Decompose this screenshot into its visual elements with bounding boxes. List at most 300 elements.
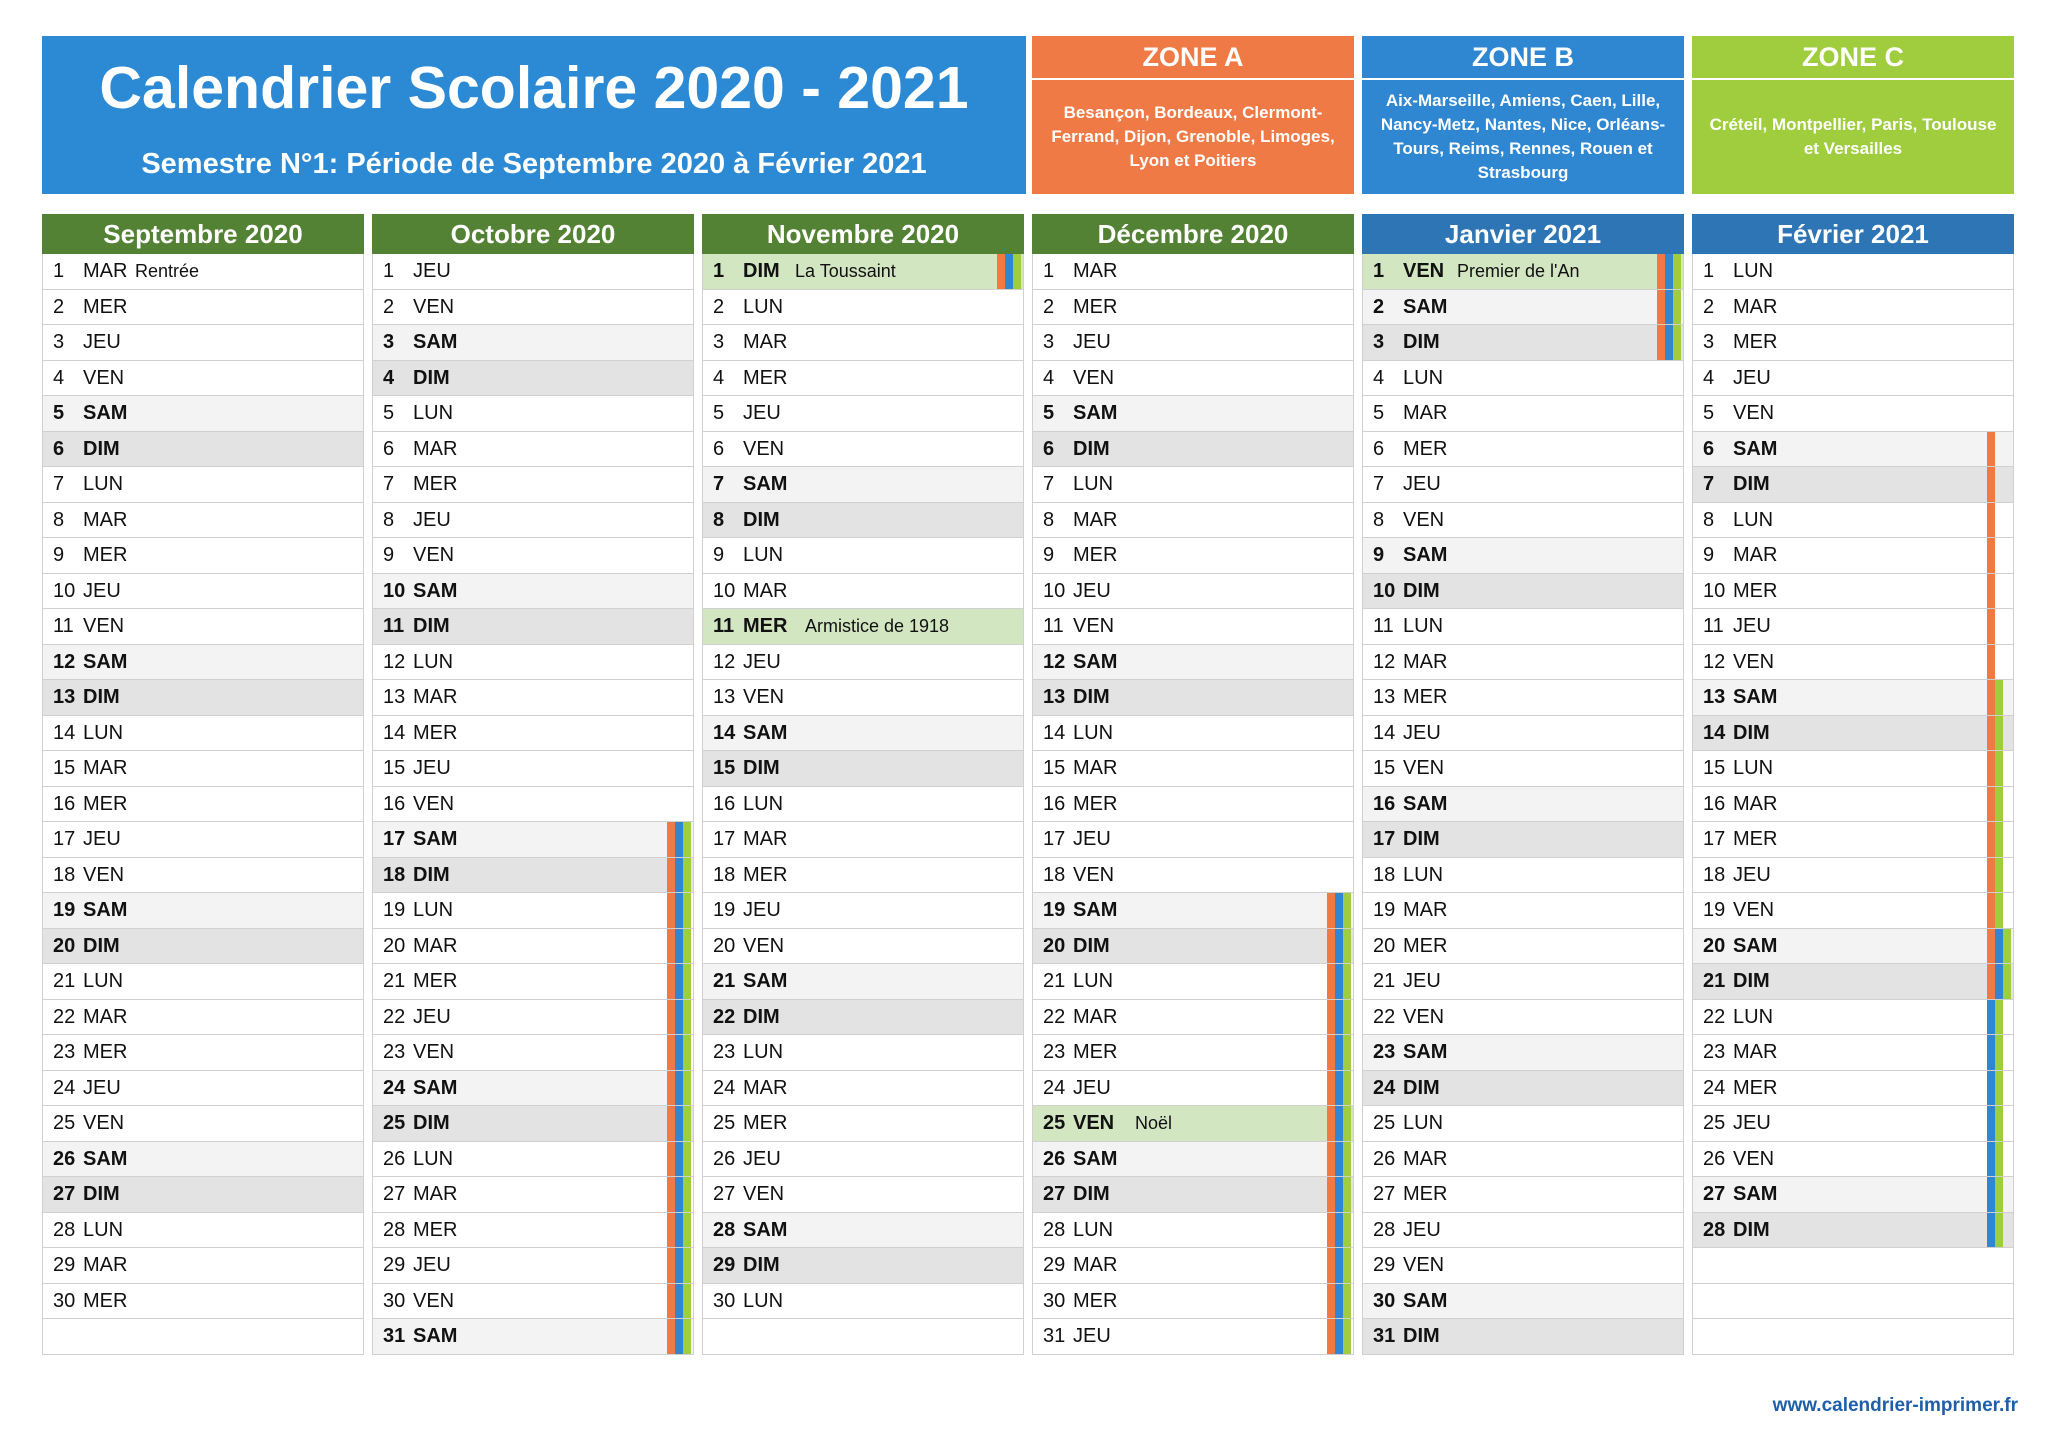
- day-weekday: LUN: [1403, 863, 1444, 886]
- zone-b-bar: [1987, 1000, 1995, 1035]
- day-weekday: MAR: [83, 757, 128, 779]
- day-weekday: MAR: [83, 1254, 128, 1276]
- day-number: 15: [1043, 757, 1066, 779]
- day-number: 5: [383, 402, 395, 424]
- day-number: 24: [53, 1076, 76, 1099]
- day-row: [1032, 503, 1354, 539]
- day-number: 17: [53, 828, 76, 850]
- day-number: 9: [713, 544, 725, 566]
- day-row: [1362, 361, 1684, 397]
- zone-c-bar: [1343, 929, 1351, 964]
- day-row: [372, 1106, 694, 1142]
- day-number: 25: [713, 1112, 736, 1134]
- day-weekday: DIM: [83, 437, 120, 460]
- day-number: 28: [1373, 1218, 1396, 1241]
- day-number: 11: [1703, 615, 1724, 637]
- day-weekday: DIM: [83, 1183, 120, 1205]
- zone-b-bar: [675, 1213, 683, 1248]
- day-number: 1: [713, 260, 725, 282]
- day-weekday: MAR: [413, 686, 458, 708]
- day-row: [1692, 396, 2014, 432]
- zone-c-bar: [683, 1248, 691, 1283]
- day-weekday: DIM: [743, 260, 780, 282]
- holiday-zone-bars: [667, 1213, 691, 1248]
- holiday-zone-bars: [667, 1106, 691, 1141]
- day-weekday: SAM: [1073, 402, 1118, 424]
- zone-a-bar: [1987, 609, 1995, 644]
- day-row: [1032, 1142, 1354, 1178]
- day-number: 2: [713, 295, 725, 318]
- zone-a-bar: [1657, 325, 1665, 360]
- day-weekday: SAM: [1073, 899, 1118, 921]
- day-weekday: DIM: [83, 934, 120, 957]
- zone-b-bar: [1987, 1035, 1995, 1070]
- day-number: 31: [1043, 1325, 1066, 1347]
- holiday-zone-bars: [1327, 893, 1351, 928]
- zone-c-bar: [683, 822, 691, 857]
- day-weekday: LUN: [743, 1289, 784, 1312]
- zone-a-bar: [1657, 290, 1665, 325]
- zone-c-bar: [1343, 1142, 1351, 1177]
- zone-b-bar: [675, 929, 683, 964]
- day-number: 4: [1043, 366, 1055, 389]
- day-row: [702, 396, 1024, 432]
- day-weekday: DIM: [1733, 970, 1770, 992]
- day-row: [1362, 1106, 1684, 1142]
- day-number: 27: [383, 1183, 406, 1205]
- day-weekday: SAM: [413, 579, 458, 602]
- day-weekday: VEN: [1073, 366, 1115, 389]
- day-weekday: SAM: [743, 473, 788, 495]
- day-row: [1362, 680, 1684, 716]
- holiday-zone-bars: [1327, 1071, 1351, 1106]
- holiday-zone-bars: [1987, 1000, 2003, 1035]
- day-row: [1692, 1035, 2014, 1071]
- zone-b-bar: [675, 1248, 683, 1283]
- zone-c-bar: [1673, 254, 1681, 289]
- day-number: 24: [713, 1076, 736, 1099]
- day-weekday: MER: [1733, 331, 1778, 353]
- day-row: [1692, 1071, 2014, 1107]
- zone-b-bar: [1005, 254, 1013, 289]
- day-number: 19: [713, 899, 736, 921]
- day-number: 28: [53, 1218, 76, 1241]
- day-number: 14: [713, 721, 736, 744]
- day-row: [1032, 1035, 1354, 1071]
- zone-a-bar: [1987, 680, 1995, 715]
- zone-b-bar: [675, 1284, 683, 1319]
- day-row: [1692, 822, 2014, 858]
- day-number: 2: [1043, 295, 1055, 318]
- day-number: 19: [1043, 899, 1066, 921]
- day-weekday: LUN: [413, 899, 454, 921]
- day-weekday: DIM: [1733, 1218, 1770, 1241]
- month-column: [702, 214, 1024, 1355]
- day-row: [372, 574, 694, 610]
- day-event: Premier de l'An: [1457, 261, 1580, 281]
- holiday-zone-bars: [1987, 964, 2011, 999]
- day-weekday: MAR: [743, 579, 788, 602]
- day-weekday: JEU: [743, 1147, 781, 1170]
- day-weekday: SAM: [83, 899, 128, 921]
- day-number: 14: [383, 721, 406, 744]
- day-row: [1362, 1284, 1684, 1320]
- day-number: 28: [713, 1218, 736, 1241]
- day-number: 22: [53, 1005, 76, 1028]
- day-number: 21: [1703, 970, 1726, 992]
- zone-c-bar: [1995, 893, 2003, 928]
- day-row: [1362, 432, 1684, 468]
- day-row: [702, 964, 1024, 1000]
- day-number: 6: [53, 437, 65, 460]
- day-number: 20: [713, 934, 736, 957]
- day-number: 3: [383, 331, 395, 353]
- day-row: [372, 822, 694, 858]
- day-row: [1362, 1177, 1684, 1213]
- day-row: [1032, 893, 1354, 929]
- day-number: 22: [383, 1005, 406, 1028]
- day-weekday: VEN: [413, 544, 455, 566]
- day-number: 22: [713, 1005, 736, 1028]
- day-number: 26: [383, 1147, 406, 1170]
- day-number: 3: [713, 331, 725, 353]
- day-number: 22: [1703, 1005, 1726, 1028]
- zone-c-bar: [2003, 964, 2011, 999]
- day-row: [1032, 751, 1354, 787]
- day-weekday: MER: [83, 295, 128, 318]
- day-number: 26: [713, 1147, 736, 1170]
- zone-b-bar: [675, 1000, 683, 1035]
- day-weekday: JEU: [83, 1076, 121, 1099]
- holiday-zone-bars: [1987, 538, 1995, 573]
- zone-b-bar: [675, 858, 683, 893]
- zone-c-bar: [1343, 1071, 1351, 1106]
- day-weekday: LUN: [1073, 721, 1114, 744]
- day-weekday: JEU: [413, 757, 451, 779]
- day-row: [1362, 1319, 1684, 1355]
- day-number: 8: [1373, 508, 1385, 531]
- day-row: [1032, 1000, 1354, 1036]
- day-row: [42, 822, 364, 858]
- day-weekday: MER: [743, 366, 788, 389]
- day-number: 30: [53, 1289, 76, 1312]
- day-row: [1362, 1248, 1684, 1284]
- day-number: 24: [1373, 1076, 1396, 1099]
- day-row: [702, 787, 1024, 823]
- holiday-zone-bars: [1987, 1213, 2003, 1248]
- day-number: 17: [1703, 828, 1726, 850]
- day-weekday: LUN: [1733, 508, 1774, 531]
- zone-b-bar: [1335, 1248, 1343, 1283]
- zone-c-bar: [1995, 680, 2003, 715]
- day-number: 9: [53, 544, 65, 566]
- day-number: 23: [713, 1041, 736, 1063]
- holiday-zone-bars: [1987, 503, 1995, 538]
- day-row: [42, 503, 364, 539]
- day-row: [702, 858, 1024, 894]
- day-number: 23: [1373, 1041, 1396, 1063]
- day-weekday: MER: [1403, 934, 1448, 957]
- day-weekday: VEN: [743, 934, 785, 957]
- day-weekday: MAR: [83, 260, 128, 282]
- day-weekday: JEU: [413, 508, 451, 531]
- day-number: 10: [1373, 579, 1396, 602]
- day-row: [702, 432, 1024, 468]
- zone-c-bar: [683, 858, 691, 893]
- day-number: 15: [53, 757, 76, 779]
- day-weekday: JEU: [1073, 579, 1111, 602]
- day-number: 12: [713, 650, 736, 673]
- day-weekday: LUN: [1733, 260, 1774, 282]
- day-weekday: LUN: [1073, 1218, 1114, 1241]
- zone-b-bar: [1335, 1000, 1343, 1035]
- day-row: [1362, 1035, 1684, 1071]
- day-number: 12: [1043, 650, 1066, 673]
- day-weekday: JEU: [1733, 615, 1771, 637]
- day-row: [1032, 1319, 1354, 1355]
- day-number: 6: [383, 437, 395, 460]
- day-weekday: LUN: [83, 721, 124, 744]
- day-row: [372, 290, 694, 326]
- zone-c-bar: [1343, 964, 1351, 999]
- holiday-zone-bars: [1327, 1284, 1351, 1319]
- day-row: [1032, 574, 1354, 610]
- day-row: [42, 929, 364, 965]
- zone-c-bar: [1343, 1319, 1351, 1354]
- day-row: [1692, 1177, 2014, 1213]
- day-number: 7: [1373, 473, 1385, 495]
- day-row: [1362, 964, 1684, 1000]
- day-row: [1692, 1000, 2014, 1036]
- day-row: [1692, 467, 2014, 503]
- page-subtitle: Semestre N°1: Période de Septembre 2020 à Février 2021: [141, 148, 927, 180]
- zone-c-bar: [1995, 1000, 2003, 1035]
- day-number: 30: [713, 1289, 736, 1312]
- zone-c-bar: [1343, 1248, 1351, 1283]
- day-number: 30: [1373, 1289, 1396, 1312]
- day-row: [1032, 361, 1354, 397]
- zone-b-title: ZONE B: [1362, 36, 1684, 80]
- zone-b-bar: [1335, 1284, 1343, 1319]
- holiday-zone-bars: [667, 1284, 691, 1319]
- zone-a-cities: Besançon, Bordeaux, Clermont-Ferrand, Dijon, Grenoble, Limoges, Lyon et Poitiers: [1051, 103, 1335, 170]
- day-number: 12: [1703, 650, 1726, 673]
- day-weekday: LUN: [743, 544, 784, 566]
- day-weekday: JEU: [1073, 1076, 1111, 1099]
- holiday-zone-bars: [1987, 1035, 2003, 1070]
- day-row: [702, 893, 1024, 929]
- day-number: 3: [1373, 331, 1385, 353]
- day-row: [702, 1177, 1024, 1213]
- day-number: 14: [1373, 721, 1396, 744]
- day-number: 10: [1703, 579, 1726, 602]
- day-number: 13: [383, 686, 406, 708]
- day-number: 8: [53, 508, 65, 531]
- day-row: [42, 1035, 364, 1071]
- holiday-zone-bars: [1327, 1000, 1351, 1035]
- zone-a-box: [1032, 36, 1354, 194]
- day-weekday: SAM: [83, 402, 128, 424]
- day-row: [1692, 1142, 2014, 1178]
- holiday-zone-bars: [1987, 929, 2011, 964]
- zone-c-title: ZONE C: [1692, 36, 2014, 80]
- day-weekday: DIM: [743, 508, 780, 531]
- day-number: 2: [1703, 295, 1715, 318]
- day-weekday: MAR: [1073, 757, 1118, 779]
- day-weekday: MER: [83, 1289, 128, 1312]
- zone-c-bar: [683, 1213, 691, 1248]
- footer-url[interactable]: www.calendrier-imprimer.fr: [1772, 1395, 2018, 1416]
- day-weekday: SAM: [1403, 295, 1448, 318]
- day-number: 20: [53, 934, 76, 957]
- day-weekday: SAM: [1073, 650, 1118, 673]
- zone-b-bar: [1987, 1071, 1995, 1106]
- holiday-zone-bars: [667, 858, 691, 893]
- holiday-zone-bars: [1327, 929, 1351, 964]
- zone-c-bar: [683, 1106, 691, 1141]
- day-row: [702, 1106, 1024, 1142]
- day-weekday: MER: [83, 1041, 128, 1063]
- day-number: 12: [53, 650, 76, 673]
- day-number: 25: [1703, 1112, 1726, 1134]
- day-number: 1: [53, 260, 65, 282]
- day-row: [702, 1035, 1024, 1071]
- day-row: [702, 361, 1024, 397]
- day-row: [1692, 1213, 2014, 1249]
- day-weekday: JEU: [1403, 721, 1441, 744]
- day-number: 19: [1703, 899, 1726, 921]
- day-row: [1032, 538, 1354, 574]
- day-weekday: JEU: [413, 1254, 451, 1276]
- holiday-zone-bars: [1327, 1035, 1351, 1070]
- day-weekday: VEN: [1403, 260, 1445, 282]
- day-number: 11: [713, 615, 735, 637]
- day-number: 4: [383, 366, 395, 389]
- zone-a-bar: [1987, 645, 1995, 680]
- day-weekday: VEN: [83, 1112, 125, 1134]
- zone-c-bar: [1995, 716, 2003, 751]
- day-number: 26: [1043, 1147, 1066, 1170]
- zone-b-bar: [1335, 1213, 1343, 1248]
- holiday-zone-bars: [1987, 1106, 2003, 1141]
- day-number: 23: [383, 1041, 406, 1063]
- day-row: [1032, 1248, 1354, 1284]
- zone-b-cities: Aix-Marseille, Amiens, Caen, Lille, Nancy-Metz, Nantes, Nice, Orléans-Tours, Reims, Rennes, Rouen et Strasbourg: [1380, 91, 1666, 182]
- day-row: [1362, 325, 1684, 361]
- day-number: 21: [1043, 970, 1066, 992]
- zone-c-bar: [2003, 929, 2011, 964]
- zone-c-bar: [1343, 893, 1351, 928]
- day-number: 23: [1703, 1041, 1726, 1063]
- day-number: 20: [383, 934, 406, 957]
- zone-b-bar: [1995, 929, 2003, 964]
- zone-b-bar: [1987, 1213, 1995, 1248]
- holiday-zone-bars: [1987, 680, 2003, 715]
- holiday-zone-bars: [997, 254, 1021, 289]
- day-weekday: DIM: [1733, 473, 1770, 495]
- day-weekday: JEU: [743, 650, 781, 673]
- day-number: 5: [53, 402, 65, 424]
- day-weekday: SAM: [413, 1076, 458, 1099]
- day-row: [42, 396, 364, 432]
- day-number: 4: [713, 366, 725, 389]
- day-number: 14: [53, 721, 76, 744]
- zone-c-bar: [683, 1319, 691, 1354]
- day-number: 2: [1373, 295, 1385, 318]
- zone-b-bar: [675, 1106, 683, 1141]
- day-number: 18: [383, 863, 406, 886]
- day-weekday: DIM: [1073, 686, 1110, 708]
- zone-a-bar: [667, 1319, 675, 1354]
- day-number: 18: [1373, 863, 1396, 886]
- zone-a-title: ZONE A: [1032, 36, 1354, 80]
- day-weekday: DIM: [1733, 721, 1770, 744]
- day-weekday: VEN: [1403, 1254, 1445, 1276]
- day-row: [372, 1071, 694, 1107]
- day-weekday: JEU: [1733, 1112, 1771, 1134]
- day-weekday: MER: [1403, 1183, 1448, 1205]
- zone-b-bar: [1987, 1106, 1995, 1141]
- day-number: 6: [713, 437, 725, 460]
- day-row: [1362, 1142, 1684, 1178]
- day-number: 6: [1373, 437, 1385, 460]
- zone-c-bar: [1995, 1213, 2003, 1248]
- zone-c-bar: [1995, 1177, 2003, 1212]
- zone-c-bar: [1343, 1177, 1351, 1212]
- day-row: [372, 645, 694, 681]
- day-number: 27: [53, 1183, 76, 1205]
- day-row: [42, 716, 364, 752]
- day-row: [42, 538, 364, 574]
- day-weekday: DIM: [1403, 579, 1440, 602]
- zone-c-bar: [1995, 787, 2003, 822]
- day-number: 31: [1373, 1325, 1396, 1347]
- zone-a-bar: [1327, 1035, 1335, 1070]
- day-number: 13: [713, 686, 736, 708]
- day-row: [1692, 751, 2014, 787]
- day-row: [702, 574, 1024, 610]
- day-row: [1362, 254, 1684, 290]
- day-weekday: DIM: [1073, 1183, 1110, 1205]
- day-number: 26: [1373, 1147, 1396, 1170]
- zone-c-bar: [683, 1035, 691, 1070]
- day-weekday: MAR: [83, 1005, 128, 1028]
- day-number: 7: [53, 473, 65, 495]
- day-weekday: LUN: [743, 295, 784, 318]
- holiday-zone-bars: [667, 1071, 691, 1106]
- day-number: 8: [1043, 508, 1055, 531]
- holiday-zone-bars: [1987, 1071, 2003, 1106]
- day-weekday: VEN: [743, 1183, 785, 1205]
- day-number: 29: [713, 1254, 736, 1276]
- day-weekday: VEN: [1733, 899, 1775, 921]
- zone-c-bar: [1343, 1000, 1351, 1035]
- day-weekday: VEN: [1733, 402, 1775, 424]
- day-weekday: MAR: [743, 331, 788, 353]
- zone-b-bar: [1987, 1177, 1995, 1212]
- day-number: 25: [1373, 1112, 1396, 1134]
- day-number: 13: [1043, 686, 1066, 708]
- day-weekday: DIM: [413, 615, 450, 637]
- day-weekday: MAR: [83, 508, 128, 531]
- day-row: [702, 1213, 1024, 1249]
- day-number: 4: [53, 366, 65, 389]
- holiday-zone-bars: [1327, 1142, 1351, 1177]
- day-weekday: MAR: [1073, 260, 1118, 282]
- day-number: 9: [1043, 544, 1055, 566]
- zone-b-bar: [1335, 1106, 1343, 1141]
- day-number: 27: [1043, 1183, 1066, 1205]
